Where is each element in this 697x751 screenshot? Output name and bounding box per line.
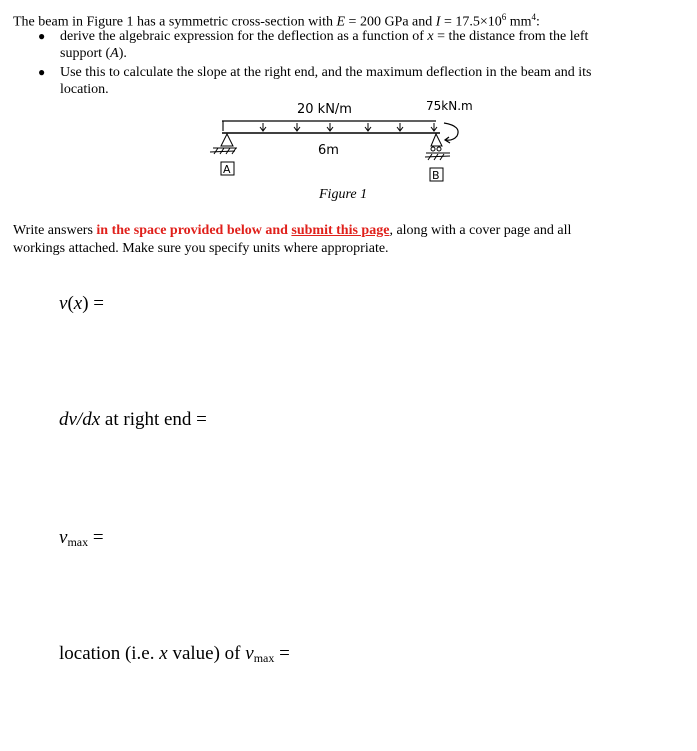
modulus-value: = 200 GPa and — [345, 14, 436, 30]
support-a-pin — [210, 134, 237, 154]
support-b-label: B — [432, 169, 440, 182]
inertia-exponent: 6 — [501, 12, 507, 22]
modulus-symbol: E — [336, 14, 346, 30]
support-a-label: A — [223, 163, 231, 176]
answer-deflection-expression: v(x) = — [59, 293, 104, 314]
bullet-text: Use this to calculate the slope at the right end, and the maximum deflection in the beam and its location. — [60, 65, 592, 97]
figure-caption: Figure 1 — [319, 187, 368, 202]
instruction-highlight: in the space provided below and — [96, 223, 288, 238]
bullet-dot: ● — [38, 65, 46, 79]
load-arrows — [260, 123, 437, 131]
beam-figure — [200, 96, 500, 188]
bullet-dot: ● — [38, 29, 46, 43]
answer-max-deflection: $v_{max}$ = — [59, 527, 104, 549]
load-arrow — [365, 123, 371, 131]
inertia-unit: mm — [506, 14, 532, 30]
moment-arc — [444, 123, 458, 140]
load-arrow — [260, 123, 266, 131]
bullet-text: derive the algebraic expression for the deflection as a function of x = the distance from the left support (A). — [60, 29, 589, 61]
support-b-roller — [425, 134, 450, 160]
load-arrow — [327, 123, 333, 131]
length-label: 6m — [318, 143, 339, 158]
inertia-value: = 17.5×10 — [440, 14, 502, 30]
inertia-unit-exponent: 4 — [531, 12, 537, 22]
instruction-submit-highlight: submit this page — [291, 223, 390, 238]
load-arrow — [294, 123, 300, 131]
moment-label: 75kN.m — [426, 99, 473, 113]
intro-lead: The beam in Figure 1 has a symmetric cross-section with — [13, 14, 337, 30]
inertia-symbol: I — [435, 14, 441, 30]
answer-slope-right-end: dv/dx at right end = — [59, 409, 207, 430]
intro-colon: : — [536, 14, 540, 30]
answer-max-deflection-location: location (i.e. x value) of $v_{max}$ = — [59, 643, 290, 665]
load-arrow — [397, 123, 403, 131]
load-arrow — [431, 123, 437, 131]
submission-instructions: Write answers in the space provided below and submit this page, along with a cover page and all workings attached. Make sure you specify units where appropriate. — [13, 223, 572, 256]
distributed-load-label: 20 kN/m — [297, 102, 352, 117]
